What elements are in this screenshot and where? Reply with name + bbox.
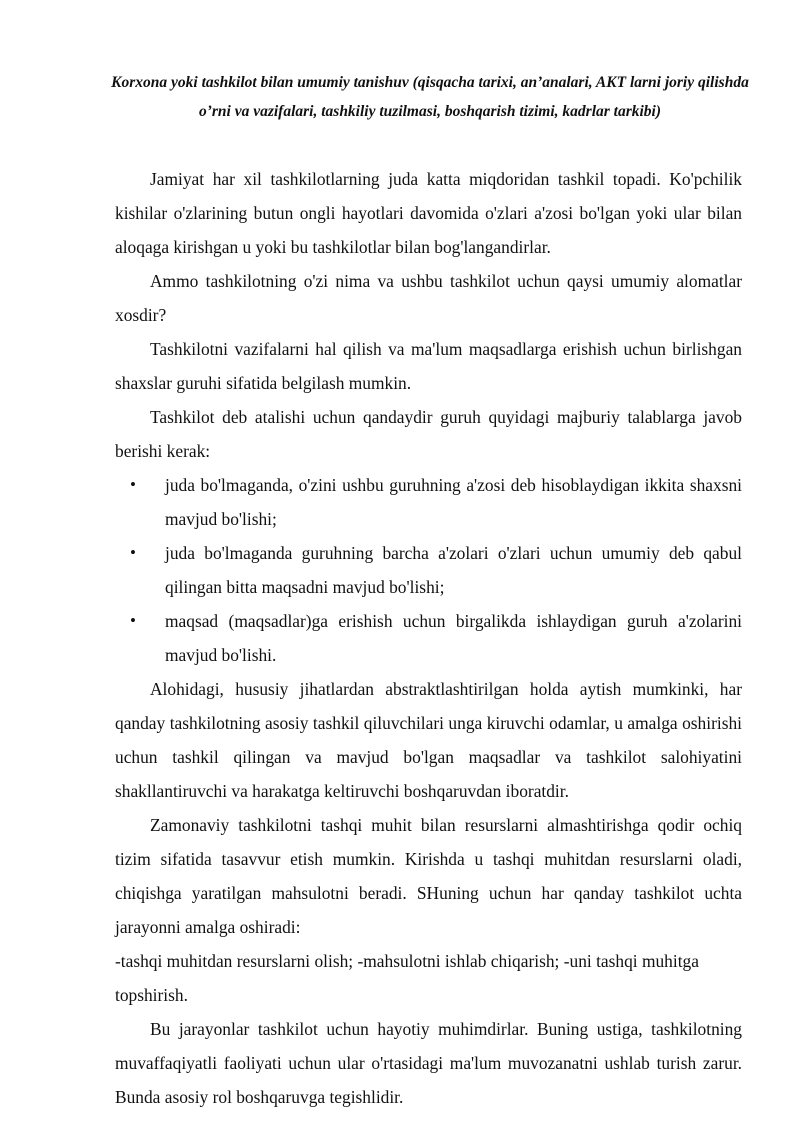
paragraph: Bu jarayonlar tashkilot uchun hayotiy muhimdirlar. Buning ustiga, tashkilotning muvaffaqiyatli faoliyati uchun ular o'rtasidagi ma'lum muvozanatni ushlab turish zarur. Bunda asosiy rol boshqaruvga tegishlidir. <box>115 1019 742 1107</box>
requirements-list <box>115 468 742 672</box>
bullet-icon: • <box>130 611 136 630</box>
list-item <box>130 536 742 604</box>
section-heading: Korxona yoki tashkilot bilan umumiy tanishuv (qisqacha tarixi, an’analari, AKT larni joriy qilishda o’rni va vazifalari, tashkiliy tuzilmasi, boshqarish tizimi, kadrlar tarkibi) <box>111 74 749 120</box>
list-item <box>130 468 742 536</box>
document-body <box>115 162 742 1114</box>
list-item-text: juda bo'lmaganda guruhning barcha a'zolari o'zlari uchun umumiy deb qabul qilingan bitta maqsadni mavjud bo'lishi; <box>165 543 742 597</box>
paragraph: Alohidagi, hususiy jihatlardan abstraktlashtirilgan holda aytish mumkinki, har qanday tashkilotning asosiy tashkil qiluvchilari unga kiruvchi odamlar, u amalga oshirishi uchun tashkil qilingan va mavjud bo'lgan maqsadlar va tashkilot salohiyatini shakllantiruvchi va harakatga keltiruvchi boshqaruvdan iboratdir. <box>115 679 742 801</box>
paragraph: Ammo tashkilotning o'zi nima va ushbu tashkilot uchun qaysi umumiy alomatlar xosdir? <box>115 271 742 325</box>
bullet-icon: • <box>130 475 136 494</box>
paragraph: Tashkilot deb atalishi uchun qandaydir guruh quyidagi majburiy talablarga javob berishi kerak: <box>115 407 742 461</box>
process-list-line: -tashqi muhitdan resurslarni olish; -mahsulotni ishlab chiqarish; -uni tashqi muhitga topshirish. <box>115 951 699 1005</box>
list-item-text: maqsad (maqsadlar)ga erishish uchun birgalikda ishlaydigan guruh a'zolarini mavjud bo'lishi. <box>165 611 742 665</box>
paragraph: Zamonaviy tashkilotni tashqi muhit bilan resurslarni almashtirishga qodir ochiq tizim sifatida tasavvur etish mumkin. Kirishda u tashqi muhitdan resurslarni oladi, chiqishga yaratilgan mahsulotni beradi. SHuning uchun har qanday tashkilot uchta jarayonni amalga oshiradi: <box>115 815 742 937</box>
bullet-icon: • <box>130 543 136 562</box>
list-item-text: juda bo'lmaganda, o'zini ushbu guruhning a'zosi deb hisoblaydigan ikkita shaxsni mavjud bo'lishi; <box>165 475 742 529</box>
paragraph: Jamiyat har xil tashkilotlarning juda katta miqdoridan tashkil topadi. Ko'pchilik kishilar o'zlarining butun ongli hayotlari davomida o'zlari a'zosi bo'lgan yoki ular bilan aloqaga kirishgan u yoki bu tashkilotlar bilan bog'langandirlar. <box>115 169 742 257</box>
list-item <box>130 604 742 672</box>
paragraph: Tashkilotni vazifalarni hal qilish va ma'lum maqsadlarga erishish uchun birlishgan shaxslar guruhi sifatida belgilash mumkin. <box>115 339 742 393</box>
